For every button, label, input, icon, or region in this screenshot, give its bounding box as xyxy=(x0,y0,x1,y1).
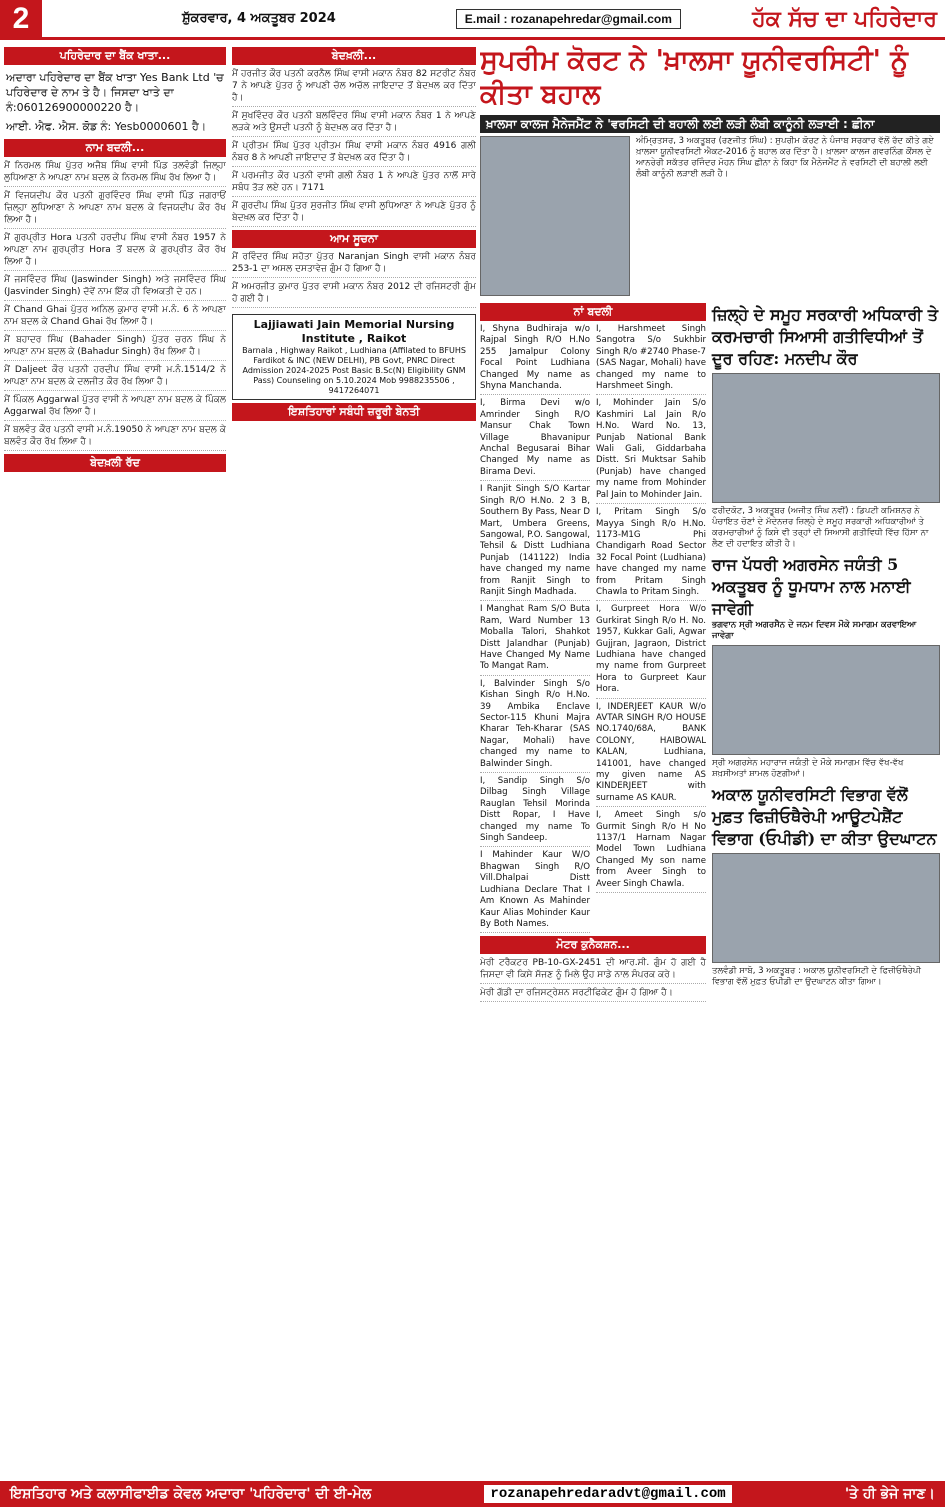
lead-headline: ਸੁਪਰੀਮ ਕੋਰਟ ਨੇ 'ਖ਼ਾਲਸਾ ਯੂਨੀਵਰਸਿਟੀ' ਨੂੰ ਕੀਤਾ ਬਹਾਲ xyxy=(480,45,908,110)
story3-photo xyxy=(712,645,940,755)
middle-column xyxy=(232,44,476,424)
ishtihar-title: ਇਸ਼ਤਿਹਾਰਾਂ ਸਬੰਧੀ ਜ਼ਰੂਰੀ ਬੇਨਤੀ xyxy=(232,403,476,421)
classified-entry: I, Gurpreet Hora W/o Gurkirat Singh R/o H. No. 1957, Kukkar Gali, Agwar Gujjran, Jagraon, District Ludhiana have changed my name from Gurpreet Hora to Gurpreet Kaur Hora. xyxy=(596,604,706,698)
story4-headline: ਅਕਾਲ ਯੂਨੀਵਰਸਿਟੀ ਵਿਭਾਗ ਵੱਲੋਂ ਮੁਫ਼ਤ ਫਿਜ਼ੀਓਥੈਰੇਪੀ ਆਊਟਪੇਸ਼ੈਂਟ ਵਿਭਾਗ (ਓਪੀਡੀ) ਦਾ ਕੀਤਾ ਉਦਘਾਟਨ xyxy=(712,785,937,848)
story3-sub: ਭਗਵਾਨ ਸ੍ਰੀ ਅਗਰਸੈਨ ਦੇ ਜਨਮ ਦਿਵਸ ਮੌਕੇ ਸਮਾਗਮ ਕਰਵਾਇਆ ਜਾਵੇਗਾ xyxy=(712,620,917,641)
classified-entry: ਮੈਂ ਵਿਜਯਦੀਪ ਕੌਰ ਪਤਨੀ ਗੁਰਵਿੰਦਰ ਸਿੰਘ ਵਾਸੀ ਪਿੰਡ ਜਗਰਾਓਂ ਜ਼ਿਲ੍ਹਾ ਲੁਧਿਆਣਾ ਨੇ ਆਪਣਾ ਨਾਮ ਬਦਲ ਕੇ ਵਿਜਯਦੀਪ ਕੌਰ ਰੱਖ ਲਿਆ ਹੈ। xyxy=(4,190,226,229)
classified-entry: I, Harshmeet Singh Sangotra S/o Sukhbir Singh R/o #2740 Phase-7 (SAS Nagar, Mohali) have changed my name to Harshmeet Singh. xyxy=(596,324,706,395)
classified-entry: I, INDERJEET KAUR W/o AVTAR SINGH R/O HOUSE NO.1740/68A, BANK COLONY, HAIBOWAL KALAN, Ludhiana, 141001, have changed my given name AS KINDERJEET with surname AS KAUR. xyxy=(596,702,706,808)
classified-entry: ਮੈਂ ਨਿਰਮਲ ਸਿੰਘ ਪੁੱਤਰ ਅਜੈਬ ਸਿੰਘ ਵਾਸੀ ਪਿੰਡ ਤਲਵੰਡੀ ਜਿਲ੍ਹਾ ਲੁਧਿਆਣਾ ਨੇ ਆਪਣਾ ਨਾਮ ਬਦਲ ਕੇ ਨਿਰਮਲ ਸਿੰਘ ਰੱਖ ਲਿਆ ਹੈ। xyxy=(4,160,226,187)
classified-entry: ਮੈਂ Chand Ghai ਪੁੱਤਰ ਅਨਿਲ ਕੁਮਾਰ ਵਾਸੀ ਮ.ਨੰ. 6 ਨੇ ਆਪਣਾ ਨਾਮ ਬਦਲ ਕੇ Chand Ghai ਰੱਖ ਲਿਆ ਹੈ। xyxy=(4,304,226,331)
classified-entry: I, Mohinder Jain S/o Kashmiri Lal Jain R/o H.No. Ward No. 13, Punjab National Bank Wali Gali, Giddarbaha Distt. Sri Muktsar Sahib (Punjab) have changed my name from Mohinder Pal Jain to Mohinder Jain. xyxy=(596,398,706,504)
issue-date: ਸ਼ੁੱਕਰਵਾਰ, 4 ਅਕਤੂਬਰ 2024 xyxy=(182,11,336,26)
footer-suffix: 'ਤੇ ਹੀ ਭੇਜੇ ਜਾਣ। xyxy=(844,1486,935,1502)
badli-title: ਬੇਦਖ਼ਲੀ... xyxy=(232,47,476,65)
story3-body: ਸ੍ਰੀ ਅਗਰਸੇਨ ਮਹਾਰਾਜ ਜਯੰਤੀ ਦੇ ਮੌਕੇ ਸਮਾਗਮ ਵਿੱਚ ਵੱਖ-ਵੱਖ ਸ਼ਖ਼ਸੀਅਤਾਂ ਸ਼ਾਮਲ ਹੋਣਗੀਆਂ। xyxy=(712,758,904,779)
masthead-logo: ਹੱਕ ਸੱਚ ਦਾ ਪਹਿਰੇਦਾਰ xyxy=(752,5,937,32)
classified-entry: ਮੈਂ Daljeet ਕੌਰ ਪਤਨੀ ਹਰਦੀਪ ਸਿੰਘ ਵਾਸੀ ਮ.ਨੰ.1514/2 ਨੇ ਆਪਣਾ ਨਾਮ ਬਦਲ ਕੇ ਦਲਜੀਤ ਕੌਰ ਰੱਖ ਲਿਆ ਹੈ। xyxy=(4,364,226,391)
nursing-title: Lajjiawati Jain Memorial Nursing Institute , Raikot xyxy=(253,318,455,345)
nursing-ad xyxy=(232,314,476,400)
bank-line-1: ਅਦਾਰਾ ਪਹਿਰੇਦਾਰ ਦਾ ਬੈਂਕ ਖਾਤਾ Yes Bank Ltd 'ਚ ਪਹਿਰੇਦਾਰ ਦੇ ਨਾਮ ਤੇ ਹੈ। ਜਿਸਦਾ ਖਾਤੇ ਦਾ ਨੰ:060126900000220 ਹੈ। xyxy=(6,71,224,114)
classified-entry: ਮੈਂ ਪਰਮਜੀਤ ਕੌਰ ਪਤਨੀ ਵਾਸੀ ਗਲੀ ਨੰਬਰ 1 ਨੇ ਆਪਣੇ ਪੁੱਤਰ ਨਾਲੋਂ ਸਾਰੇ ਸਬੰਧ ਤੋੜ ਲਏ ਹਨ। 7171 xyxy=(232,170,476,197)
footer-email[interactable]: rozanapehredaradvt@gmail.com xyxy=(484,1485,731,1503)
bank-section-title: ਪਹਿਰੇਦਾਰ ਦਾ ਬੈਂਕ ਖਾਤਾ... xyxy=(4,47,226,65)
classified-entry: I, Shyna Budhiraja w/o Rajpal Singh R/O H.No 255 Jamalpur Colony Focal Point Ludhiana Changed My name as Shyna Manchanda. xyxy=(480,324,590,395)
classified-entry: ਮੈਂ ਬਲਵੰਤ ਕੌਰ ਪਤਨੀ ਵਾਸੀ ਮ.ਨੰ.19050 ਨੇ ਆਪਣਾ ਨਾਮ ਬਦਲ ਕੇ ਬਲਵੰਤ ਕੌਰ ਰੱਖ ਲਿਆ ਹੈ। xyxy=(4,424,226,451)
classified-entry: I, Birma Devi w/o Amrinder Singh R/O Mansur Chak Town Village Bhavanipur Anchal Begusarai Bihar Changed My name as Birama Devi. xyxy=(480,398,590,481)
classified-entry: ਮੈਂ ਗੁਰਪ੍ਰੀਤ Hora ਪਤਨੀ ਹਰਦੀਪ ਸਿੰਘ ਵਾਸੀ ਨੰਬਰ 1957 ਨੇ ਆਪਣਾ ਨਾਮ ਗੁਰਪ੍ਰੀਤ Hora ਤੋਂ ਬਦਲ ਕੇ ਗੁਰਪ੍ਰੀਤ ਕੌਰ ਰੱਖ ਲਿਆ ਹੈ। xyxy=(4,232,226,271)
classified-entry: I Manghat Ram S/O Buta Ram, Ward Number 13 Moballa Talori, Shahkot Distt Jalandhar (Punjab) Have Changed My Name To Mangat Ram. xyxy=(480,604,590,675)
classified-entry: ਮੈਂ ਜਸਵਿੰਦਰ ਸਿੰਘ (Jaswinder Singh) ਅਤੇ ਜਸਵਿੰਦਰ ਸਿੰਘ (Jasvinder Singh) ਦੋਵੇਂ ਨਾਮ ਇੱਕ ਹੀ ਵਿਅਕਤੀ ਦੇ ਹਨ। xyxy=(4,274,226,301)
nursing-body: Barnala , Highway Raikot , Ludhiana (Affilated to BFUHS Fardikot & INC (NEW DELHI), PB Govt, PNRC Direct Admission 2024-2025 Post Basic B.Sc(N) Eligibility GNM Pass) Counseling on 5.10.2024 Mob 9988235506 , 9417264071 xyxy=(242,346,466,395)
classified-entry: I, Ameet Singh s/o Gurmit Singh R/o H No 1137/1 Harnam Nagar Model Town Ludhiana Changed My son name from Aveer Singh to Aveer Singh Chawla. xyxy=(596,810,706,893)
naa-title: ਨਾਂ ਬਦਲੀ xyxy=(480,303,706,321)
badli-radd-title: ਬੇਦਖ਼ਲੀ ਰੱਦ xyxy=(4,454,226,472)
name-change-list xyxy=(4,160,226,451)
story2-headline: ਜ਼ਿਲ੍ਹੇ ਦੇ ਸਮੂਹ ਸਰਕਾਰੀ ਅਧਿਕਾਰੀ ਤੇ ਕਰਮਚਾਰੀ ਸਿਆਸੀ ਗਤੀਵਿਧੀਆਂ ਤੋਂ ਦੂਰ ਰਹਿਣ: ਮਨਦੀਪ ਕੌਰ xyxy=(712,305,938,368)
classified-entry: I, Balvinder Singh S/o Kishan Singh R/o H.No. 39 Ambika Enclave Sector-115 Khuni Majra Kharar Teh-Kharar (SAS Nagar, Mohali) have changed my name to Balwinder Singh. xyxy=(480,679,590,773)
lead-body: ਅੰਮ੍ਰਿਤਸਰ, 3 ਅਕਤੂਬਰ (ਰਣਜੀਤ ਸਿੰਘ) : ਸੁਪਰੀਮ ਕੋਰਟ ਨੇ ਪੰਜਾਬ ਸਰਕਾਰ ਵੱਲੋਂ ਰੱਦ ਕੀਤੇ ਗਏ ਖ਼ਾਲਸਾ ਯੂਨੀਵਰਸਿਟੀ ਐਕਟ-2016 ਨੂੰ ਬਹਾਲ ਕਰ ਦਿੱਤਾ ਹੈ। ਖ਼ਾਲਸਾ ਕਾਲਜ ਗਵਰਨਿੰਗ ਕੌਂਸਲ ਦੇ ਆਨਰੇਰੀ ਸਕੱਤਰ ਰਜਿੰਦਰ ਮੋਹਨ ਸਿੰਘ ਛੀਨਾ ਨੇ ਕਿਹਾ ਕਿ ਮੈਨੇਜਮੈਂਟ ਨੇ ਵਰਸਿਟੀ ਦੀ ਬਹਾਲੀ ਲਈ ਲੰਬੀ ਕਾਨੂੰਨੀ ਲੜਾਈ ਲੜੀ ਹੈ। xyxy=(636,136,934,179)
aam-list xyxy=(232,251,476,308)
classified-entry: ਮੈਂ ਸੁਖਵਿੰਦਰ ਕੌਰ ਪਤਨੀ ਬਲਵਿੰਦਰ ਸਿੰਘ ਵਾਸੀ ਮਕਾਨ ਨੰਬਰ 1 ਨੇ ਆਪਣੇ ਲੜਕੇ ਅਤੇ ਉਸਦੀ ਪਤਨੀ ਨੂੰ ਬੇਦਖ਼ਲ ਕਰ ਦਿੱਤਾ ਹੈ। xyxy=(232,110,476,137)
page-footer xyxy=(0,1481,945,1507)
classified-entry: ਮੈਂ ਹਰਜੀਤ ਕੌਰ ਪਤਨੀ ਕਰਨੈਲ ਸਿੰਘ ਵਾਸੀ ਮਕਾਨ ਨੰਬਰ 82 ਸਟਰੀਟ ਨੰਬਰ 7 ਨੇ ਆਪਣੇ ਪੁੱਤਰ ਨੂੰ ਆਪਣੀ ਚੱਲ ਅਚੱਲ ਜਾਇਦਾਦ ਤੋਂ ਬੇਦਖ਼ਲ ਕਰ ਦਿੱਤਾ ਹੈ। xyxy=(232,68,476,107)
classified-entry: ਮੈਂ ਬਹਾਦਰ ਸਿੰਘ (Bahader Singh) ਪੁੱਤਰ ਚਰਨ ਸਿੰਘ ਨੇ ਆਪਣਾ ਨਾਮ ਬਦਲ ਕੇ (Bahadur Singh) ਰੱਖ ਲਿਆ ਹੈ। xyxy=(4,334,226,361)
right-column xyxy=(480,44,940,1005)
story2-photo xyxy=(712,373,940,503)
naa-list xyxy=(480,324,706,933)
bank-line-2: ਆਈ. ਐਫ. ਐਸ. ਕੋਡ ਨੰ: Yesb0000601 ਹੈ। xyxy=(6,120,207,133)
footer-text: ਇਸ਼ਤਿਹਾਰ ਅਤੇ ਕਲਾਸੀਫਾਈਡ ਕੇਵਲ ਅਦਾਰਾ 'ਪਹਿਰੇਦਾਰ' ਦੀ ਈ-ਮੇਲ xyxy=(10,1486,372,1502)
classified-entry: I, Pritam Singh S/o Mayya Singh R/o H.No. 1173-M1G Phi Chandigarh Road Sector 32 Focal Point (Ludhiana) have changed my name from Pritam Singh Chawla to Pritam Singh. xyxy=(596,507,706,601)
aam-title: ਆਮ ਸੂਚਨਾ xyxy=(232,230,476,248)
classified-entry: ਮੈਂ ਪ੍ਰੀਤਮ ਸਿੰਘ ਪੁੱਤਰ ਪ੍ਰੀਤਮ ਸਿੰਘ ਵਾਸੀ ਮਕਾਨ ਨੰਬਰ 4916 ਗਲੀ ਨੰਬਰ 8 ਨੇ ਆਪਣੀ ਜਾਇਦਾਦ ਤੋਂ ਬੇਦਖ਼ਲ ਕਰ ਦਿੱਤਾ ਹੈ। xyxy=(232,140,476,167)
classified-entry: I, Sandip Singh S/o Dilbag Singh Village Rauglan Tehsil Morinda Distt Ropar, I Have changed my name To Singh Sandeep. xyxy=(480,776,590,847)
left-column xyxy=(4,44,226,475)
page-header xyxy=(0,0,945,40)
classified-entry: ਮੇਰੀ ਟਰੈਕਟਰ PB-10-GX-2451 ਦੀ ਆਰ.ਸੀ. ਗੁੰਮ ਹੋ ਗਈ ਹੈ ਜਿਸਦਾ ਵੀ ਕਿਸੇ ਸੱਜਣ ਨੂੰ ਮਿਲੇ ਉਹ ਸਾਡੇ ਨਾਲ ਸੰਪਰਕ ਕਰੇ। xyxy=(480,957,706,984)
story3-headline: ਰਾਜ ਪੱਧਰੀ ਅਗਰਸੇਨ ਜਯੰਤੀ 5 ਅਕਤੂਬਰ ਨੂੰ ਧੂਮਧਾਮ ਨਾਲ ਮਨਾਈ ਜਾਵੇਗੀ xyxy=(712,555,911,618)
lead-subheadline: ਖ਼ਾਲਸਾ ਕਾਲਜ ਮੈਨੇਜਮੈਂਟ ਨੇ 'ਵਰਸਿਟੀ ਦੀ ਬਹਾਲੀ ਲਈ ਲੜੀ ਲੰਬੀ ਕਾਨੂੰਨੀ ਲੜਾਈ : ਛੀਨਾ xyxy=(480,115,940,133)
classified-entry: ਮੈਂ ਗੁਰਦੀਪ ਸਿੰਘ ਪੁੱਤਰ ਸੁਰਜੀਤ ਸਿੰਘ ਵਾਸੀ ਲੁਧਿਆਣਾ ਨੇ ਆਪਣੇ ਪੁੱਤਰ ਨੂੰ ਬੇਦਖ਼ਲ ਕਰ ਦਿੱਤਾ ਹੈ। xyxy=(232,200,476,227)
classified-entry: ਮੈਂ ਰਵਿੰਦਰ ਸਿੰਘ ਸਹੋਤਾ ਪੁੱਤਰ Naranjan Singh ਵਾਸੀ ਮਕਾਨ ਨੰਬਰ 253-1 ਦਾ ਅਸਲ ਦਸਤਾਵੇਜ਼ ਗੁੰਮ ਹੋ ਗਿਆ ਹੈ। xyxy=(232,251,476,278)
badli-list xyxy=(232,68,476,227)
story4-body: ਤਲਵੰਡੀ ਸਾਬੋ, 3 ਅਕਤੂਬਰ : ਅਕਾਲ ਯੂਨੀਵਰਸਿਟੀ ਦੇ ਫਿਜ਼ੀਓਥੈਰੇਪੀ ਵਿਭਾਗ ਵੱਲੋਂ ਮੁਫ਼ਤ ਓਪੀਡੀ ਦਾ ਉਦਘਾਟਨ ਕੀਤਾ ਗਿਆ। xyxy=(712,966,921,987)
classified-entry: ਮੇਰੀ ਗੱਡੀ ਦਾ ਰਜਿਸਟ੍ਰੇਸ਼ਨ ਸਰਟੀਫਿਕੇਟ ਗੁੰਮ ਹੋ ਗਿਆ ਹੈ। xyxy=(480,987,706,1002)
classified-entry: ਮੈਂ ਪਿੰਕਲ Aggarwal ਪੁੱਤਰ ਵਾਸੀ ਨੇ ਆਪਣਾ ਨਾਮ ਬਦਲ ਕੇ ਪਿੰਕਲ Aggarwal ਰੱਖ ਲਿਆ ਹੈ। xyxy=(4,394,226,421)
lead-photo xyxy=(480,136,630,296)
header-email[interactable]: E.mail : rozanapehredar@gmail.com xyxy=(456,9,681,29)
story2-body: ਫਰੀਦਕੋਟ, 3 ਅਕਤੂਬਰ (ਅਜੀਤ ਸਿੰਘ ਨਵੀਂ) : ਡਿਪਟੀ ਕਮਿਸ਼ਨਰ ਨੇ ਪੰਚਾਇਤ ਚੋਣਾਂ ਦੇ ਮੱਦੇਨਜ਼ਰ ਜ਼ਿਲ੍ਹੇ ਦੇ ਸਮੂਹ ਸਰਕਾਰੀ ਅਧਿਕਾਰੀਆਂ ਤੇ ਕਰਮਚਾਰੀਆਂ ਨੂੰ ਕਿਸੇ ਵੀ ਤਰ੍ਹਾਂ ਦੀ ਸਿਆਸੀ ਗਤੀਵਿਧੀ ਵਿੱਚ ਹਿੱਸਾ ਨਾ ਲੈਣ ਦੀ ਹਦਾਇਤ ਕੀਤੀ ਹੈ। xyxy=(712,506,929,549)
page-number: 2 xyxy=(0,0,42,38)
classified-entry: I Ranjit Singh S/O Kartar Singh R/O H.No. 2 3 B, Southern By Pass, Near D Mart, Umbera Greens, Sangowal, P.O. Sangowal, Tehsil & Distt Ludhiana Punjab (141122) India have changed my name from Ranjit Singh to Ranjit Singh Madhada. xyxy=(480,484,590,601)
motor-title: ਮੋਟਰ ਕੁਨੈਕਸ਼ਨ... xyxy=(480,936,706,954)
name-change-title: ਨਾਮ ਬਦਲੀ... xyxy=(4,139,226,157)
classified-entry: ਮੈਂ ਅਮਰਜੀਤ ਕੁਮਾਰ ਪੁੱਤਰ ਵਾਸੀ ਮਕਾਨ ਨੰਬਰ 2012 ਦੀ ਰਜਿਸਟਰੀ ਗੁੰਮ ਹੋ ਗਈ ਹੈ। xyxy=(232,281,476,308)
motor-list xyxy=(480,957,706,1002)
story4-photo xyxy=(712,853,940,963)
classified-entry: I Mahinder Kaur W/O Bhagwan Singh R/O Vill.Dhalpai Distt Ludhiana Declare That I Am Known As Mahinder Kaur Alias Mohinder Kaur By Both Names. xyxy=(480,850,590,933)
